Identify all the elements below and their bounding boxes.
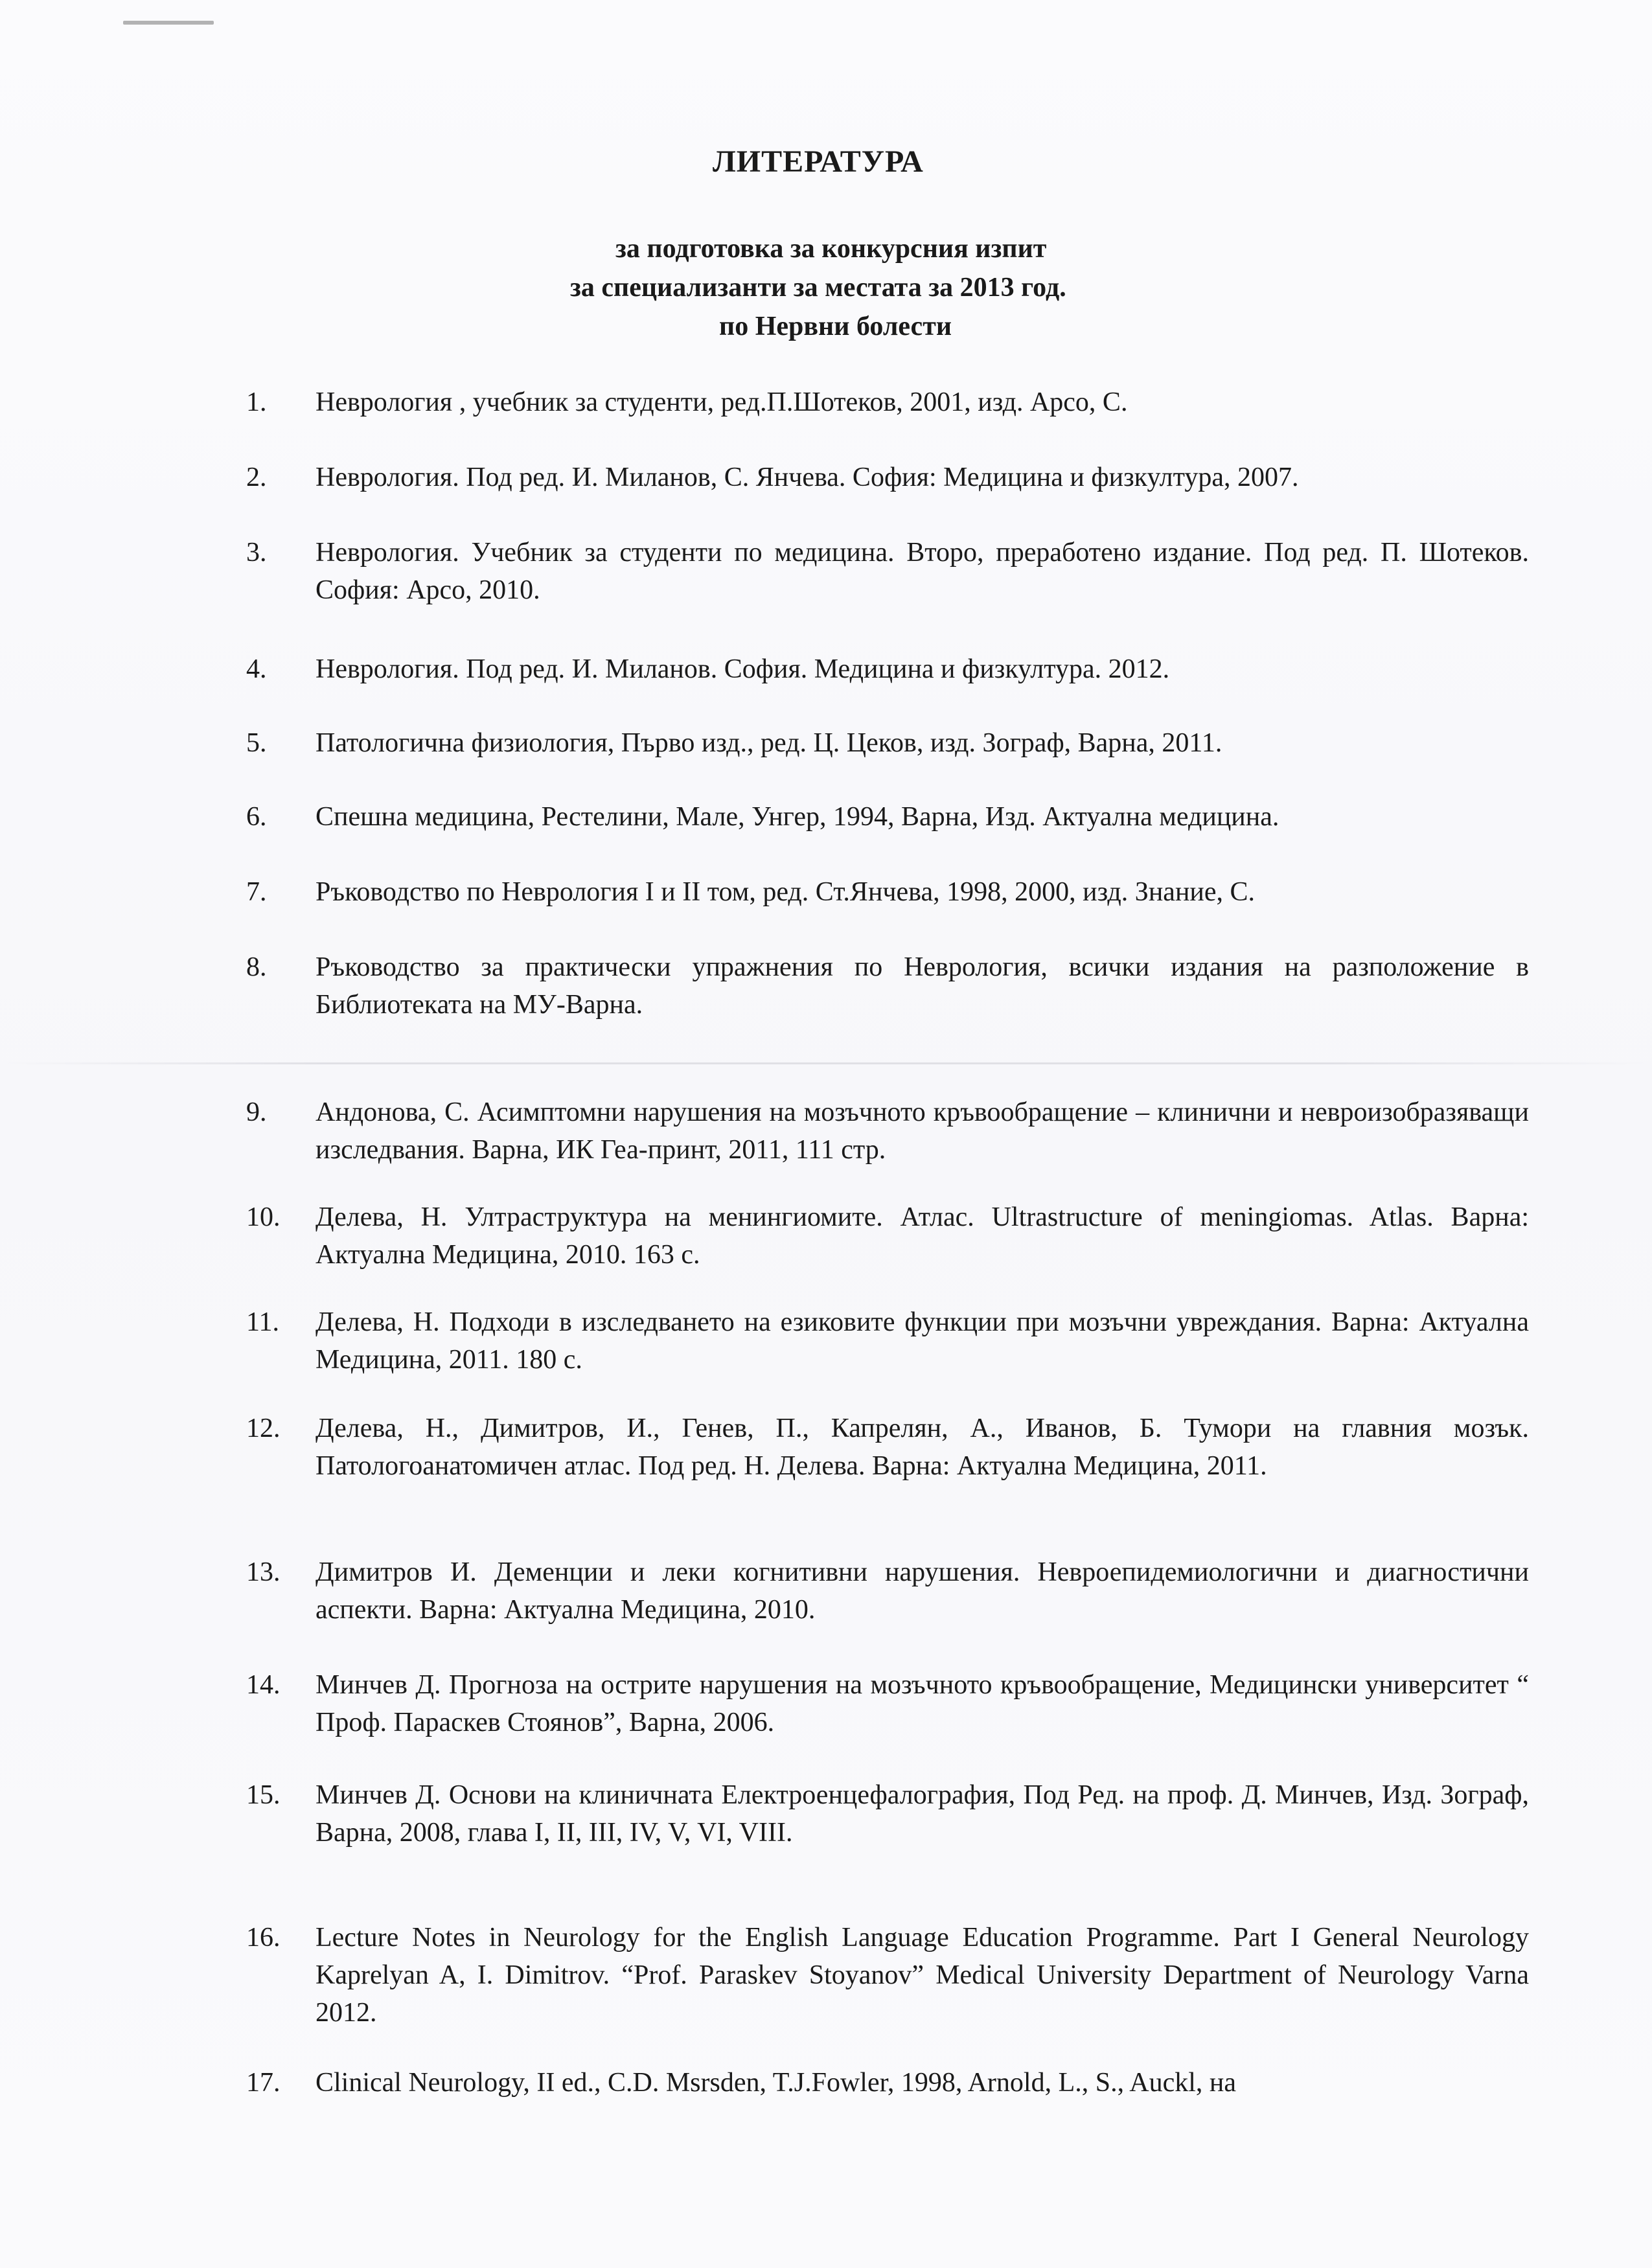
item-number: 2. [246,463,267,492]
item-number: 12. [246,1414,281,1443]
item-text: Делева, Н. Подходи в изследването на езиковите функции при мозъчни увреждания. Варна: Актуална Медицина, 2011. 180 с. [315,1307,1529,1375]
item-text: Ръководство по Неврология I и II том, ред. Ст.Янчева, 1998, 2000, изд. Знание, С. [315,877,1256,907]
page-title: ЛИТЕРАТУРА [713,144,924,179]
list-item [246,873,1529,911]
list-item [246,534,1529,609]
list-item [246,1919,1529,2032]
item-text: Неврология. Под ред. И. Миланов, С. Янчева. София: Медицина и физкултура, 2007. [315,463,1299,492]
scan-artifact [123,21,214,25]
item-number: 8. [246,952,267,982]
item-text: Спешна медицина, Рестелини, Мале, Унгер, 1994, Варна, Изд. Актуална медицина. [315,802,1279,832]
subtitle-line-2: за специализанти за местата за 2013 год. [570,273,1066,303]
list-item [246,1776,1529,1851]
list-item [246,2064,1529,2102]
item-text: Андонова, С. Асимптомни нарушения на мозъчното кръвообращение – клинични и невроизобразяващи изследвания. Варна, ИК Геа-принт, 2011, 111 стр. [315,1097,1529,1165]
list-item [246,724,1529,762]
item-text: Патологична физиология, Първо изд., ред. Ц. Цеков, изд. Зограф, Варна, 2011. [315,728,1222,758]
item-text: Минчев Д. Основи на клиничната Електроенцефалография, Под Ред. на проф. Д. Минчев, Изд. Зограф, Варна, 2008, глава I, II, III, IV, V, VI, VIII. [315,1780,1529,1848]
item-number: 16. [246,1923,281,1953]
item-text: Неврология. Под ред. И. Миланов. София. Медицина и физкултура. 2012. [315,654,1170,684]
item-text: Делева, Н. Ултраструктура на менингиомите. Атлас. Ultrastructure of meningiomas. Atlas. Варна: Актуална Медицина, 2010. 163 с. [315,1202,1529,1270]
subtitle-line-1: за подготовка за конкурсния изпит [615,234,1047,264]
list-item [246,1666,1529,1741]
item-number: 13. [246,1557,281,1587]
list-item [246,1094,1529,1169]
subtitle-line-3: по Нервни болести [719,312,952,341]
list-item [246,1303,1529,1379]
item-text: Неврология. Учебник за студенти по медицина. Второ, преработено издание. Под ред. П. Шотеков. София: Арсо, 2010. [315,538,1529,605]
list-item [246,948,1529,1024]
list-item [246,650,1529,688]
item-number: 1. [246,387,267,417]
item-number: 15. [246,1780,281,1810]
list-item [246,1553,1529,1629]
item-text: Минчев Д. Прогноза на острите нарушения на мозъчното кръвообращение, Медицински университет “ Проф. Параскев Стоянов”, Варна, 2006. [315,1670,1529,1737]
item-number: 3. [246,538,267,567]
paper-fold [0,1062,1652,1064]
item-number: 5. [246,728,267,758]
item-number: 11. [246,1307,279,1337]
list-item [246,798,1529,836]
item-number: 7. [246,877,267,907]
item-number: 6. [246,802,267,832]
item-text: Lecture Notes in Neurology for the English Language Education Programme. Part I General Neurology Kaprelyan A, I. Dimitrov. “Prof. Paraskev Stoyanov” Medical University Department of Neurology Varna 2012. [315,1923,1529,2028]
item-number: 17. [246,2068,281,2098]
list-item [246,1410,1529,1485]
item-text: Делева, Н., Димитров, И., Генев, П., Капрелян, А., Иванов, Б. Тумори на главния мозък. Патологоанатомичен атлас. Под ред. Н. Делева. Варна: Актуална Медицина, 2011. [315,1414,1529,1481]
item-number: 10. [246,1202,281,1232]
item-number: 9. [246,1097,267,1127]
item-text: Ръководство за практически упражнения по Неврология, всички издания на разположение в Библиотеката на МУ-Варна. [315,952,1529,1020]
item-number: 4. [246,654,267,684]
list-item [246,459,1529,496]
item-number: 14. [246,1670,281,1700]
item-text: Clinical Neurology, II ed., C.D. Msrsden, T.J.Fowler, 1998, Arnold, L., S., Auckl, на [315,2068,1237,2098]
list-item [246,1198,1529,1274]
item-text: Димитров И. Деменции и леки когнитивни нарушения. Невроепидемиологични и диагностични аспекти. Варна: Актуална Медицина, 2010. [315,1557,1529,1625]
item-text: Неврология , учебник за студенти, ред.П.Шотеков, 2001, изд. Арсо, С. [315,387,1128,417]
list-item [246,384,1529,421]
